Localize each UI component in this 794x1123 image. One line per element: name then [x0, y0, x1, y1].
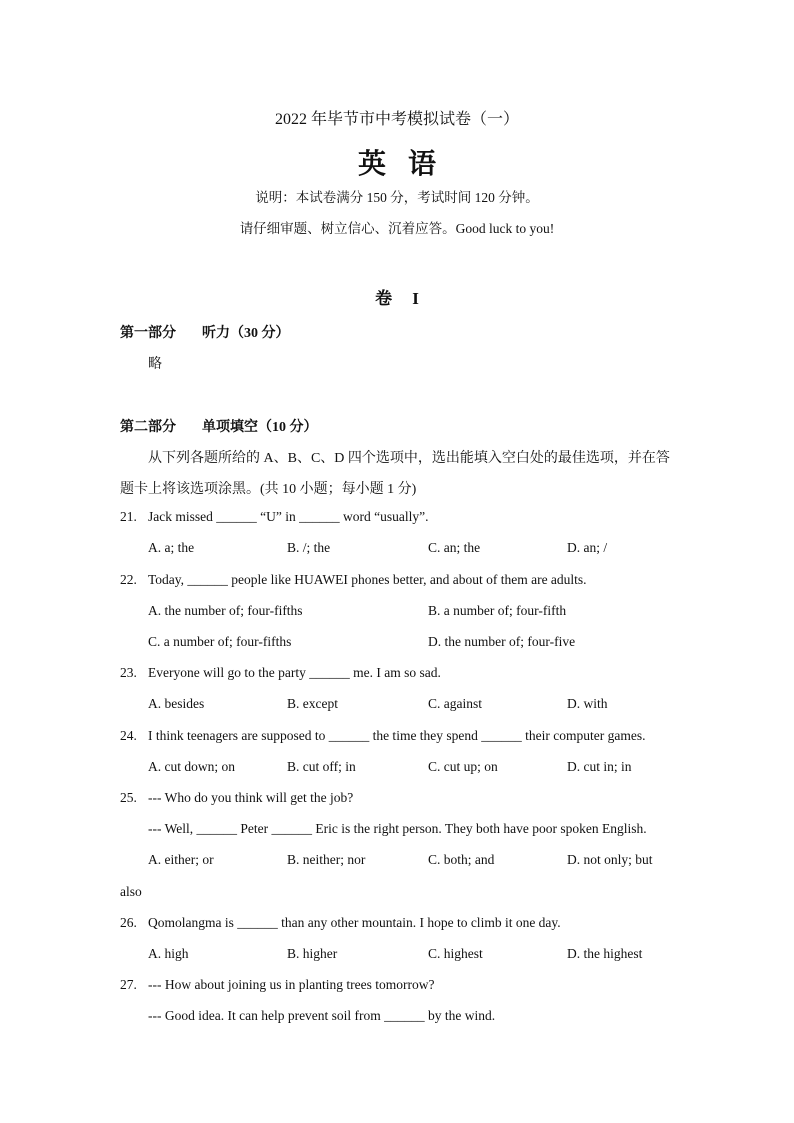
option-c: C. an; the	[428, 540, 481, 555]
option-d: D. not only; but	[567, 852, 653, 867]
question-stem: Jack missed ______ “U” in ______ word “usually”.	[148, 509, 429, 524]
option-a: A. cut down; on	[148, 759, 235, 774]
part2-instruction-line1: 从下列各题所给的 A、B、C、D 四个选项中，选出能填入空白处的最佳选项，并在答	[148, 451, 670, 466]
question-number: 21.	[120, 509, 137, 524]
option-d: D. an; /	[567, 540, 608, 555]
option-d: D. with	[567, 696, 608, 711]
option-a: A. either; or	[148, 852, 214, 867]
option-d: D. the highest	[567, 946, 643, 961]
option-c: C. against	[428, 696, 482, 711]
option-b: B. cut off; in	[287, 759, 356, 774]
option-d-wrap: also	[120, 884, 142, 899]
option-d: D. cut in; in	[567, 759, 632, 774]
part2-label: 第二部分	[120, 420, 176, 435]
option-c: C. a number of; four-fifths	[148, 634, 292, 649]
option-a: A. besides	[148, 696, 205, 711]
subject-title: 英语	[357, 149, 458, 180]
part2-instruction-line2: 题卡上将该选项涂黑。(共 10 小题；每小题 1 分)	[120, 482, 417, 497]
question-stem: Everyone will go to the party ______ me. I am so sad.	[148, 665, 441, 680]
option-c: C. both; and	[428, 852, 495, 867]
option-c: C. highest	[428, 946, 483, 961]
question-stem-line2: --- Good idea. It can help prevent soil from ______ by the wind.	[148, 1008, 496, 1023]
option-c: C. cut up; on	[428, 759, 498, 774]
option-b: B. neither; nor	[287, 852, 366, 867]
question-stem: --- How about joining us in planting trees tomorrow?	[148, 977, 435, 992]
part2-title: 单项填空（10 分）	[202, 420, 318, 435]
option-d: D. the number of; four-five	[428, 634, 576, 649]
part1-content: 略	[148, 357, 162, 372]
option-b: B. /; the	[287, 540, 331, 555]
option-a: A. the number of; four-fifths	[148, 603, 303, 618]
question-stem-line2: --- Well, ______ Peter ______ Eric is the right person. They both have poor spoken English.	[148, 821, 647, 836]
volume-heading: 卷 I	[375, 289, 427, 308]
question-number: 22.	[120, 572, 137, 587]
question-number: 26.	[120, 915, 137, 930]
question-stem: --- Who do you think will get the job?	[148, 790, 354, 805]
part2-heading	[120, 416, 318, 436]
question-stem: Qomolangma is ______ than any other mountain. I hope to climb it one day.	[148, 915, 561, 930]
option-b: B. a number of; four-fifth	[428, 603, 567, 618]
option-b: B. higher	[287, 946, 338, 961]
option-a: A. a; the	[148, 540, 195, 555]
question-number: 27.	[120, 977, 137, 992]
part1-title: 听力（30 分）	[202, 326, 290, 341]
exam-encouragement: 请仔细审题、树立信心、沉着应答。Good luck to you!	[239, 221, 555, 236]
option-a: A. high	[148, 946, 189, 961]
exam-note: 说明：本试卷满分 150 分，考试时间 120 分钟。	[255, 190, 539, 205]
question-number: 24.	[120, 728, 137, 743]
part1-heading	[120, 322, 290, 342]
option-b: B. except	[287, 696, 338, 711]
question-number: 23.	[120, 665, 137, 680]
part1-label: 第一部分	[120, 326, 176, 341]
question-number: 25.	[120, 790, 137, 805]
question-stem: Today, ______ people like HUAWEI phones better, and about of them are adults.	[148, 572, 587, 587]
question-stem: I think teenagers are supposed to ______ the time they spend ______ their computer games.	[148, 728, 646, 743]
exam-title: 2022 年毕节市中考模拟试卷（一）	[274, 111, 519, 128]
